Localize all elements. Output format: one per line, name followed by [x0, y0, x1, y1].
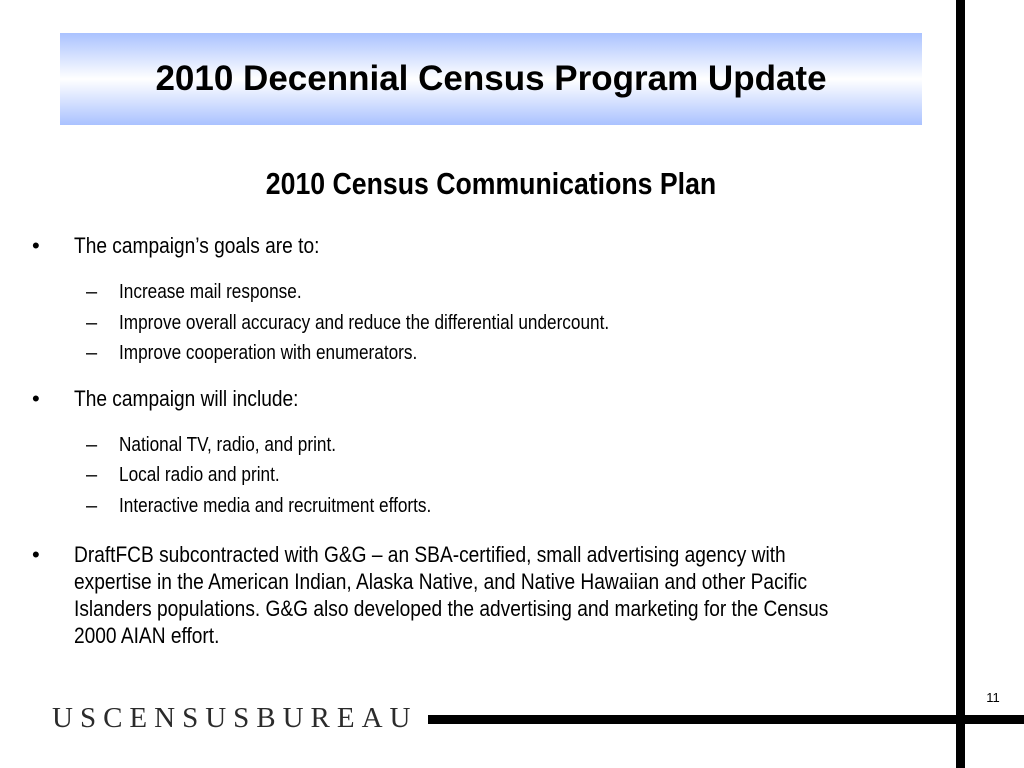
bullet-item — [32, 541, 952, 649]
sub-item — [86, 311, 689, 336]
sub-item-text: Local radio and print. — [119, 464, 280, 486]
dash-marker: – — [86, 464, 98, 486]
sub-item-text: Interactive media and recruitment efforts. — [119, 495, 432, 517]
dash-marker: – — [86, 281, 98, 303]
sub-item — [86, 341, 466, 366]
sub-item — [86, 463, 306, 488]
vertical-rule — [956, 0, 965, 768]
dash-marker: – — [86, 342, 98, 364]
sub-item-text: Improve overall accuracy and reduce the differential undercount. — [119, 312, 610, 334]
sub-item-text: Increase mail response. — [119, 281, 302, 303]
dash-marker: – — [86, 312, 98, 334]
sub-item — [86, 494, 482, 519]
bullet-marker: • — [32, 542, 40, 567]
slide-subtitle: 2010 Census Communications Plan — [265, 166, 717, 201]
horizontal-rule — [428, 715, 1024, 724]
sub-item — [86, 433, 371, 458]
dash-marker: – — [86, 434, 98, 456]
bullet-text: DraftFCB subcontracted with G&G – an SBA-certified, small advertising agency with expertise in the American Indian, Alaska Native, and Native Hawaiian and other Pacific Islanders populations. G&G also developed the advertising and marketing for the Census 2000 AIAN effort. — [74, 542, 829, 648]
bullet-marker: • — [32, 233, 40, 258]
dash-marker: – — [86, 495, 98, 517]
page-number: 11 — [986, 690, 1000, 705]
bullet-text: The campaign will include: — [74, 386, 299, 411]
sub-item — [86, 280, 331, 305]
bullet-item — [32, 232, 952, 259]
census-bureau-logo: USCENSUSBUREAU — [52, 702, 418, 734]
bullet-item — [32, 385, 952, 412]
sub-item-text: National TV, radio, and print. — [119, 434, 337, 456]
bullet-marker: • — [32, 386, 40, 411]
slide-title: 2010 Decennial Census Program Update — [155, 59, 827, 98]
sub-item-text: Improve cooperation with enumerators. — [119, 342, 418, 364]
bullet-text: The campaign’s goals are to: — [74, 233, 320, 258]
